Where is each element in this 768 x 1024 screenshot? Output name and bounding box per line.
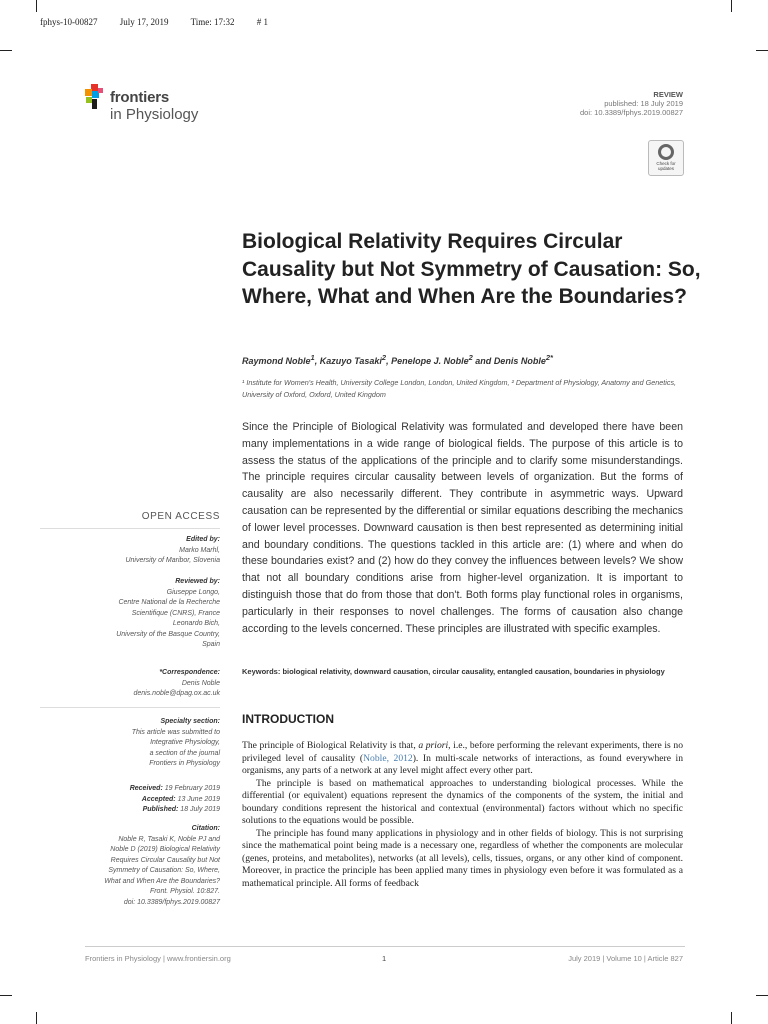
crop-mark	[756, 995, 768, 996]
author-sep: ,	[386, 356, 392, 366]
keywords	[242, 666, 683, 677]
update-check-icon	[658, 144, 674, 160]
crop-mark	[36, 0, 37, 12]
open-access-label: OPEN ACCESS	[141, 511, 220, 522]
abstract: Since the Principle of Biological Relativity was formulated and developed there have been many implementations in a wide range of biological fields. The purpose of this article is to assess the status of the applications of the principle and to clarify some misunderstandings. The principle requires circular causality between levels of organization. But the forms of causality are also necessarily different. They contribute in asymmetric ways. Upward causation can be represented by the differential or similar equations describing the mechanics of lower level processes. Downward causation is then best represented as determining initial and boundary conditions. The questions tackled in this article are: (1) where and when do these boundaries exist? and (2) how do they convey the influences between levels? We show that not all boundary conditions arise from higher-level organization. It is important to distinguish those that do from those that don't. Both forms play functional roles in organisms, particularly in their responses to novel challenges. The forms of causation also change according to the levels concerned. These principles are illustrated with specific examples.	[242, 421, 683, 635]
keywords-text: biological relativity, downward causation, circular causality, entangled causation, boundaries in physiology	[282, 667, 665, 676]
article-meta	[580, 90, 683, 117]
introduction-heading: INTRODUCTION	[242, 712, 334, 726]
citation-line: Requires Circular Causality but Not	[110, 856, 220, 864]
correspondence-name: Denis Noble	[181, 679, 220, 687]
specialty-line: Integrative Physiology,	[150, 739, 220, 746]
author-name[interactable]: Raymond Noble	[242, 356, 311, 366]
running-time: Time: 17:32	[190, 17, 235, 27]
edited-by-label: Edited by:	[186, 536, 220, 543]
specialty-line: Frontiers in Physiology	[149, 760, 220, 767]
crop-mark	[0, 50, 12, 51]
received-date: 19 February 2019	[164, 785, 220, 792]
citation-line: Noble R, Tasaki K, Noble PJ and	[118, 835, 220, 843]
citation-line: Symmetry of Causation: So, Where,	[108, 867, 220, 874]
author-affil-sup: 1	[310, 353, 315, 362]
reviewed-by-block	[40, 577, 220, 651]
reviewer-line: Centre National de la Recherche	[118, 599, 220, 606]
manuscript-id: fphys-10-00827	[40, 17, 98, 27]
crop-mark	[756, 50, 768, 51]
received-line	[40, 784, 220, 795]
logo-journal-text: in Physiology	[110, 106, 199, 123]
citation-doi[interactable]: doi: 10.3389/fphys.2019.00827	[123, 898, 220, 906]
author-list	[242, 353, 553, 366]
article-type: REVIEW	[653, 90, 683, 99]
article-title: Biological Relativity Requires Circular Causality but Not Symmetry of Causation: So, Where, What and When Are the Boundaries?	[242, 230, 701, 308]
citation-line: Noble D (2019) Biological Relativity	[110, 846, 220, 853]
sidebar-divider	[40, 528, 220, 529]
accepted-date: 13 June 2019	[177, 795, 220, 803]
introduction-body	[242, 740, 683, 890]
p1-part: The principle of Biological Relativity is that,	[242, 740, 419, 751]
p1-emphasis: a priori	[418, 740, 449, 751]
footer-left[interactable]: Frontiers in Physiology | www.frontiersin.org	[85, 954, 231, 963]
author-sep: and	[472, 356, 494, 366]
author-affil-sup: 2	[468, 353, 473, 362]
running-head	[40, 17, 288, 27]
crop-mark	[731, 0, 732, 12]
footer-rule	[85, 946, 685, 947]
published-line	[40, 805, 220, 816]
check-for-updates-badge[interactable]	[648, 140, 684, 176]
published-sidebar-date: 18 July 2019	[180, 806, 220, 813]
accepted-label: Accepted:	[141, 795, 176, 803]
published-label: Published:	[142, 806, 179, 813]
body-paragraph: The principle is based on mathematical approaches to understanding biological processes. While the differential (or equivalent) equations represent the dynamics of the components of the system, the initial and boundary conditions represent the historical and contextual (environmental) factors without which no specific solutions to the equations would be possible.	[242, 777, 683, 826]
running-date: July 17, 2019	[119, 17, 169, 27]
p1-part: , i.e., before performing the relevant experiments, there is no privileged level of causality (	[242, 740, 683, 764]
crop-mark	[36, 1012, 37, 1024]
doi[interactable]: doi: 10.3389/fphys.2019.00827	[579, 108, 683, 117]
running-page: # 1	[256, 17, 269, 27]
frontiers-logo-icon	[85, 84, 105, 110]
author-affil-sup: 2*	[545, 353, 553, 362]
published-date: published: 18 July 2019	[604, 99, 683, 108]
author-affil-sup: 2	[381, 353, 387, 362]
editor-line: Marko Marhl,	[179, 546, 220, 554]
keywords-label: Keywords:	[242, 667, 281, 676]
correspondence-label: *Correspondence:	[159, 669, 220, 676]
sidebar-divider	[40, 707, 220, 708]
specialty-line: a section of the journal	[149, 749, 220, 757]
specialty-line: This article was submitted to	[131, 728, 220, 736]
received-label: Received:	[129, 785, 163, 792]
reviewed-by-label: Reviewed by:	[175, 578, 220, 585]
affiliations: ¹ Institute for Women's Health, University College London, London, United Kingdom, ² Department of Physiology, Anatomy and Genetics, University of Oxford, Oxford, United Kingdom	[242, 378, 677, 399]
p1-part: ). In multi-scale networks of interactions, as found everywhere in organisms, any parts of a network at any level might affect every other part.	[242, 752, 683, 776]
reviewer-line: Leonardo Bich,	[172, 620, 220, 627]
body-paragraph	[242, 740, 683, 778]
author-name[interactable]: Penelope J. Noble	[391, 356, 469, 366]
specialty-label: Specialty section:	[160, 718, 220, 725]
footer-right: July 2019 | Volume 10 | Article 827	[568, 954, 683, 963]
reviewer-line: Scientifique (CNRS), France	[131, 609, 220, 617]
logo-frontiers-text: frontiers	[110, 89, 170, 106]
reviewer-line: University of the Basque Country,	[116, 630, 220, 638]
body-paragraph: The principle has found many applications in physiology and in other fields of biology. This is not surprising since the mathematical point being made is a necessary one, regardless of whether the components are molecular (genes, proteins, and metabolites), networks (at all levels), cells, tissues, organs, or any other kind of component. Moreover, in practice the principle has been applied many times in physiology even before it was formulated as a mathematical principle. All forms of feedback	[242, 827, 683, 889]
crop-mark	[731, 1012, 732, 1024]
badge-line2: updates	[657, 166, 674, 171]
author-name[interactable]: Kazuyo Tasaki	[319, 356, 382, 366]
correspondence-email[interactable]: denis.noble@dpag.ox.ac.uk	[133, 690, 220, 697]
badge-line1: Check for	[656, 161, 676, 166]
edited-by-block	[40, 535, 220, 567]
author-sep: ,	[314, 356, 320, 366]
citation-label: Citation:	[191, 825, 220, 832]
dates-block	[40, 784, 220, 816]
reviewer-line: Giuseppe Longo,	[166, 588, 220, 596]
citation-block	[40, 824, 220, 908]
correspondence-block	[40, 668, 220, 700]
crop-mark	[0, 995, 12, 996]
reviewer-line: Spain	[202, 641, 220, 648]
citation-link[interactable]: Noble, 2012	[363, 752, 413, 764]
footer-page-number: 1	[382, 954, 387, 963]
author-name[interactable]: Denis Noble	[493, 356, 546, 366]
citation-line: What and When Are the Boundaries?	[104, 877, 220, 885]
editor-line: University of Maribor, Slovenia	[125, 557, 220, 564]
specialty-block	[40, 717, 220, 770]
accepted-line	[40, 795, 220, 806]
citation-line: Front. Physiol. 10:827.	[149, 888, 220, 895]
